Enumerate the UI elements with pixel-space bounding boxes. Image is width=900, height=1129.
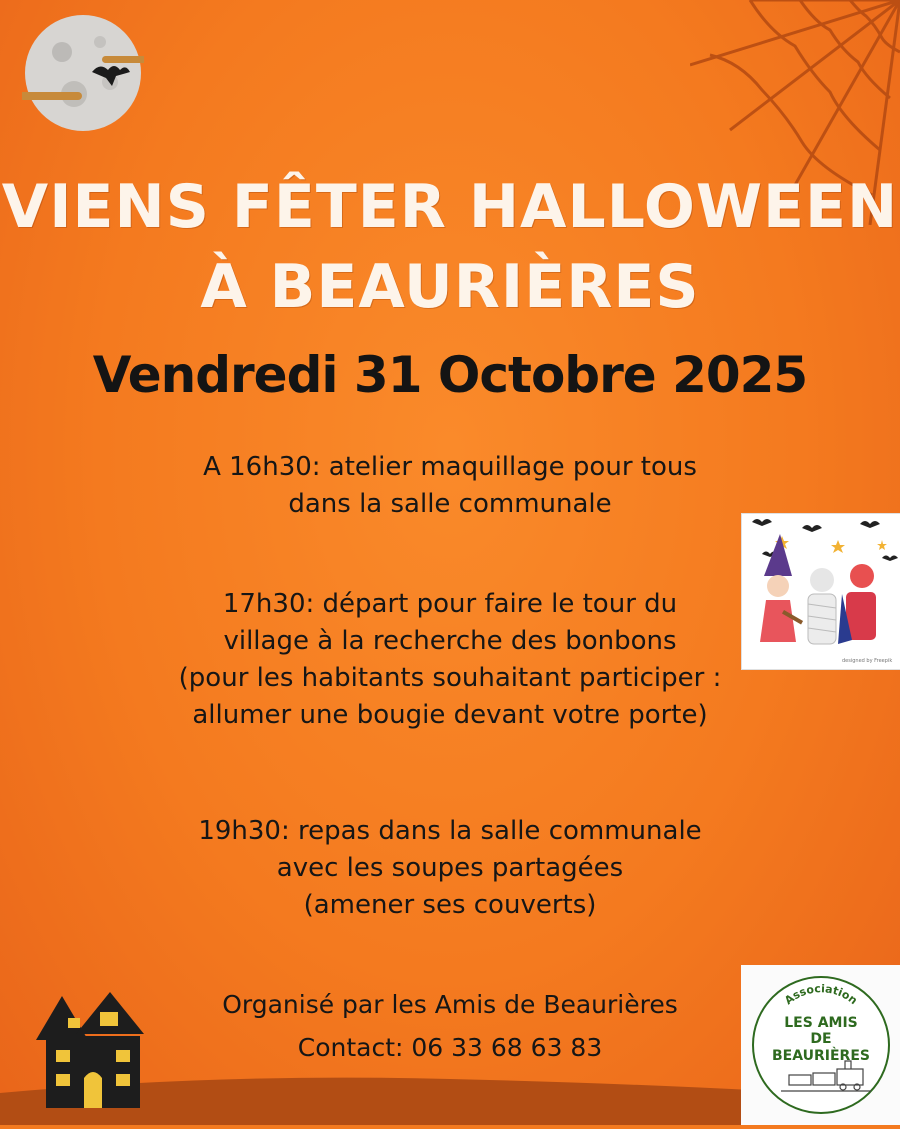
logo-line-2: DE	[810, 1031, 832, 1047]
program-item-meal	[100, 813, 800, 924]
logo-line-1: LES AMIS	[784, 1015, 858, 1031]
program-line: allumer une bougie devant votre porte)	[192, 700, 708, 730]
footer-info	[100, 983, 800, 1069]
haunted-house-icon	[36, 992, 148, 1108]
organizer-text: Organisé par les Amis de Beaurières	[222, 990, 678, 1019]
illustration-credit: designed by Freepik	[842, 658, 893, 664]
logo-line-3: BEAURIÈRES	[772, 1048, 870, 1064]
logo-arc-text: Association	[782, 982, 860, 1008]
association-logo	[741, 965, 900, 1125]
program-line: 19h30: repas dans la salle communale	[198, 816, 702, 846]
moon-icon	[22, 12, 144, 134]
program-item-candy-tour	[100, 586, 800, 734]
headline-line-1: VIENS FÊTER HALLOWEEN	[1, 172, 899, 242]
contact-text: Contact: 06 33 68 63 83	[297, 1033, 603, 1062]
program-line: dans la salle communale	[288, 489, 612, 519]
program-line: (pour les habitants souhaitant participer :	[178, 663, 722, 693]
program-line: (amener ses couverts)	[303, 890, 597, 920]
headline-line-2: À BEAURIÈRES	[200, 252, 700, 322]
program-line: A 16h30: atelier maquillage pour tous	[203, 452, 697, 482]
program-item-makeup	[100, 449, 800, 523]
kids-costume-illustration	[741, 513, 900, 670]
program-line: 17h30: départ pour faire le tour du	[222, 589, 678, 619]
event-date: Vendredi 31 Octobre 2025	[92, 346, 808, 404]
program-line: village à la recherche des bonbons	[223, 626, 677, 656]
program-line: avec les soupes partagées	[276, 853, 624, 883]
